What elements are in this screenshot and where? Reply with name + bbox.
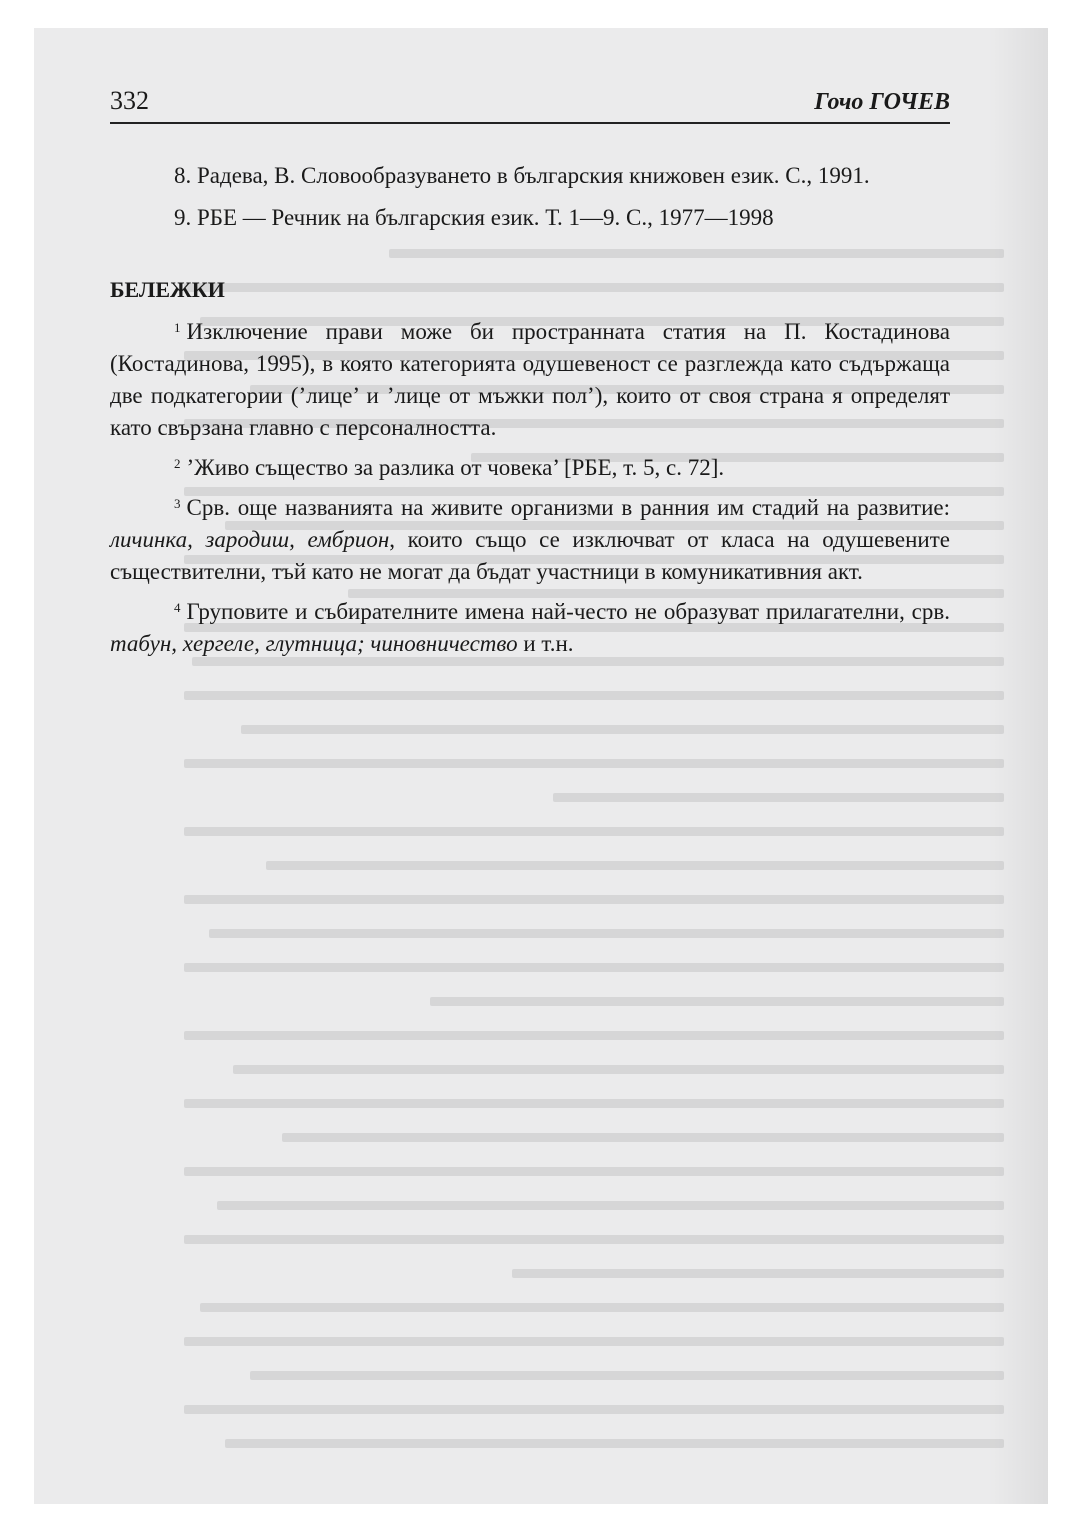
- footnote-number: 1: [174, 320, 181, 335]
- footnote-number: 3: [174, 496, 181, 511]
- footnote-text: Изключение прави може би пространната статия на П. Костадинова (Костадинова, 1995), в която категорията одушевеност се разглежда като съдържаща две подкатегории (’лице’ и ’лице от мъжки пол’), които от своя страна я определят като свързана главно с персоналността.: [110, 319, 950, 440]
- footnote-italic-terms: личинка, зародиш, ембрион: [110, 527, 390, 552]
- footnote-text-cont: и т.н.: [517, 631, 574, 656]
- footnote-italic-terms: табун, хергеле, глутница; чиновничество: [110, 631, 518, 656]
- running-head-author: Гочо ГОЧЕВ: [814, 89, 950, 115]
- reference-entry: 9. РБЕ — Речник на българския език. Т. 1—9. С., 1977—1998: [174, 205, 774, 230]
- footnote-3: [110, 488, 950, 588]
- page-number: 332: [110, 86, 149, 115]
- footnote-text: Груповите и събирателните имена най-често не образуват прилагателни, срв.: [186, 599, 950, 624]
- page-header: [110, 82, 950, 124]
- footnote-text: ’Живо същество за разлика от човека’ [РБЕ, т. 5, с. 72].: [186, 455, 725, 480]
- page-content: [110, 160, 950, 664]
- footnote-number: 2: [174, 456, 181, 471]
- footnote-number: 4: [174, 600, 181, 615]
- footnote-text-cont: , които също се изключват от класа на одушевените съществителни, тъй като не могат да бъдат участници в комуникативния акт.: [110, 527, 950, 584]
- footnote-text: Срв. още названията на живите организми в ранния им стадий на развитие:: [186, 495, 950, 520]
- notes-heading: БЕЛЕЖКИ: [110, 277, 225, 302]
- reference-entry: 8. Радева, В. Словообразуването в българския книжовен език. С., 1991.: [174, 163, 870, 188]
- footnote-4: [110, 592, 950, 660]
- footnote-2: [110, 448, 950, 484]
- footnote-1: [110, 312, 950, 444]
